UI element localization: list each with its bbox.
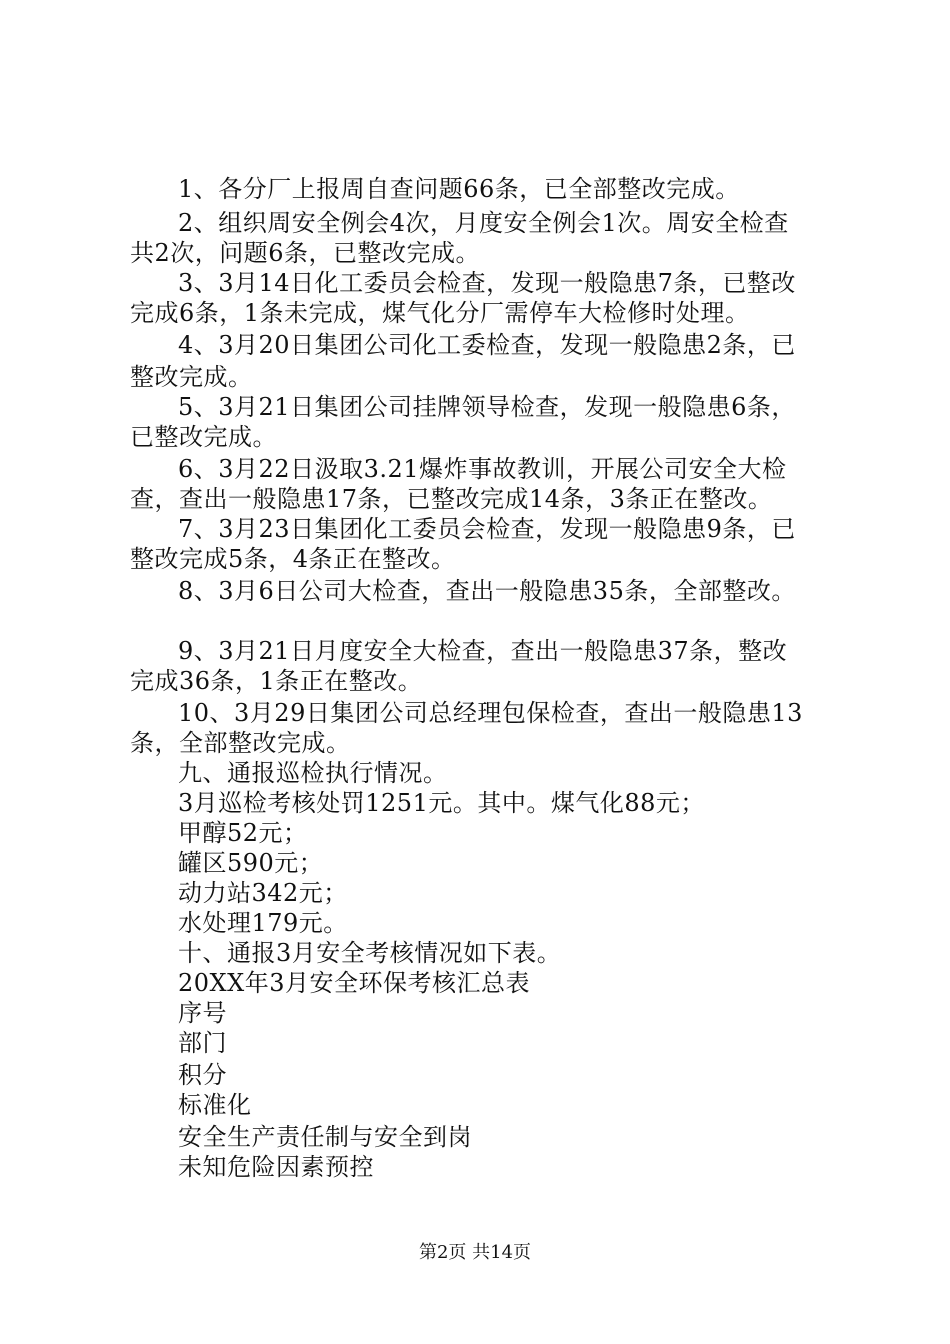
paragraph-7-line-1: 7、3月23日集团化工委员会检查，发现一般隐患9条，已 (178, 515, 796, 543)
paragraph-6-line-1: 6、3月22日汲取3.21爆炸事故教训，开展公司安全大检 (178, 455, 787, 483)
page-number-footer: 第2页 共14页 (418, 1242, 532, 1263)
paragraph-9-line-1: 9、3月21日月度安全大检查，查出一般隐患37条，整改 (178, 637, 788, 665)
paragraph-8-line-1: 8、3月6日公司大检查，查出一般隐患35条，全部整改。 (178, 577, 796, 605)
table-title: 20XX年3月安全环保考核汇总表 (178, 969, 530, 997)
paragraph-5-line-1: 5、3月21日集团公司挂牌领导检查，发现一般隐患6条， (178, 393, 796, 421)
paragraph-2-line-1: 2、组织周安全例会4次，月度安全例会1次。周安全检查 (178, 209, 789, 237)
section-9-item-3: 动力站342元； (178, 879, 348, 907)
paragraph-4-line-2: 整改完成。 (130, 363, 253, 391)
table-column-header: 积分 (178, 1061, 227, 1089)
paragraph-1-line-1: 1、各分厂上报周自查问题66条，已全部整改完成。 (178, 175, 740, 203)
section-9-item-1: 甲醇52元； (178, 819, 308, 847)
section-9-item-4: 水处理179元。 (178, 909, 348, 937)
paragraph-5-line-2: 已整改完成。 (130, 423, 277, 451)
table-column-header: 序号 (178, 999, 227, 1027)
section-9-summary: 3月巡检考核处罚1251元。其中。煤气化88元； (178, 789, 705, 817)
table-column-header: 未知危险因素预控 (178, 1153, 374, 1181)
paragraph-10-line-1: 10、3月29日集团公司总经理包保检查，查出一般隐患13 (178, 699, 803, 727)
table-column-header: 安全生产责任制与安全到岗 (178, 1123, 472, 1151)
section-9-item-2: 罐区590元； (178, 849, 324, 877)
paragraph-3-line-1: 3、3月14日化工委员会检查，发现一般隐患7条，已整改 (178, 269, 796, 297)
table-column-header: 标准化 (178, 1091, 252, 1119)
paragraph-10-line-2: 条，全部整改完成。 (130, 729, 351, 757)
section-10-heading: 十、通报3月安全考核情况如下表。 (178, 939, 562, 967)
paragraph-3-line-2: 完成6条，1条未完成，煤气化分厂需停车大检修时处理。 (130, 299, 750, 327)
paragraph-4-line-1: 4、3月20日集团公司化工委检查，发现一般隐患2条，已 (178, 331, 796, 359)
section-9-heading: 九、通报巡检执行情况。 (178, 759, 448, 787)
table-column-header: 部门 (178, 1029, 227, 1057)
paragraph-6-line-2: 查，查出一般隐患17条，已整改完成14条，3条正在整改。 (130, 485, 773, 513)
paragraph-2-line-2: 共2次，问题6条，已整改完成。 (130, 239, 481, 267)
paragraph-7-line-2: 整改完成5条，4条正在整改。 (130, 545, 456, 573)
paragraph-9-line-2: 完成36条，1条正在整改。 (130, 667, 423, 695)
